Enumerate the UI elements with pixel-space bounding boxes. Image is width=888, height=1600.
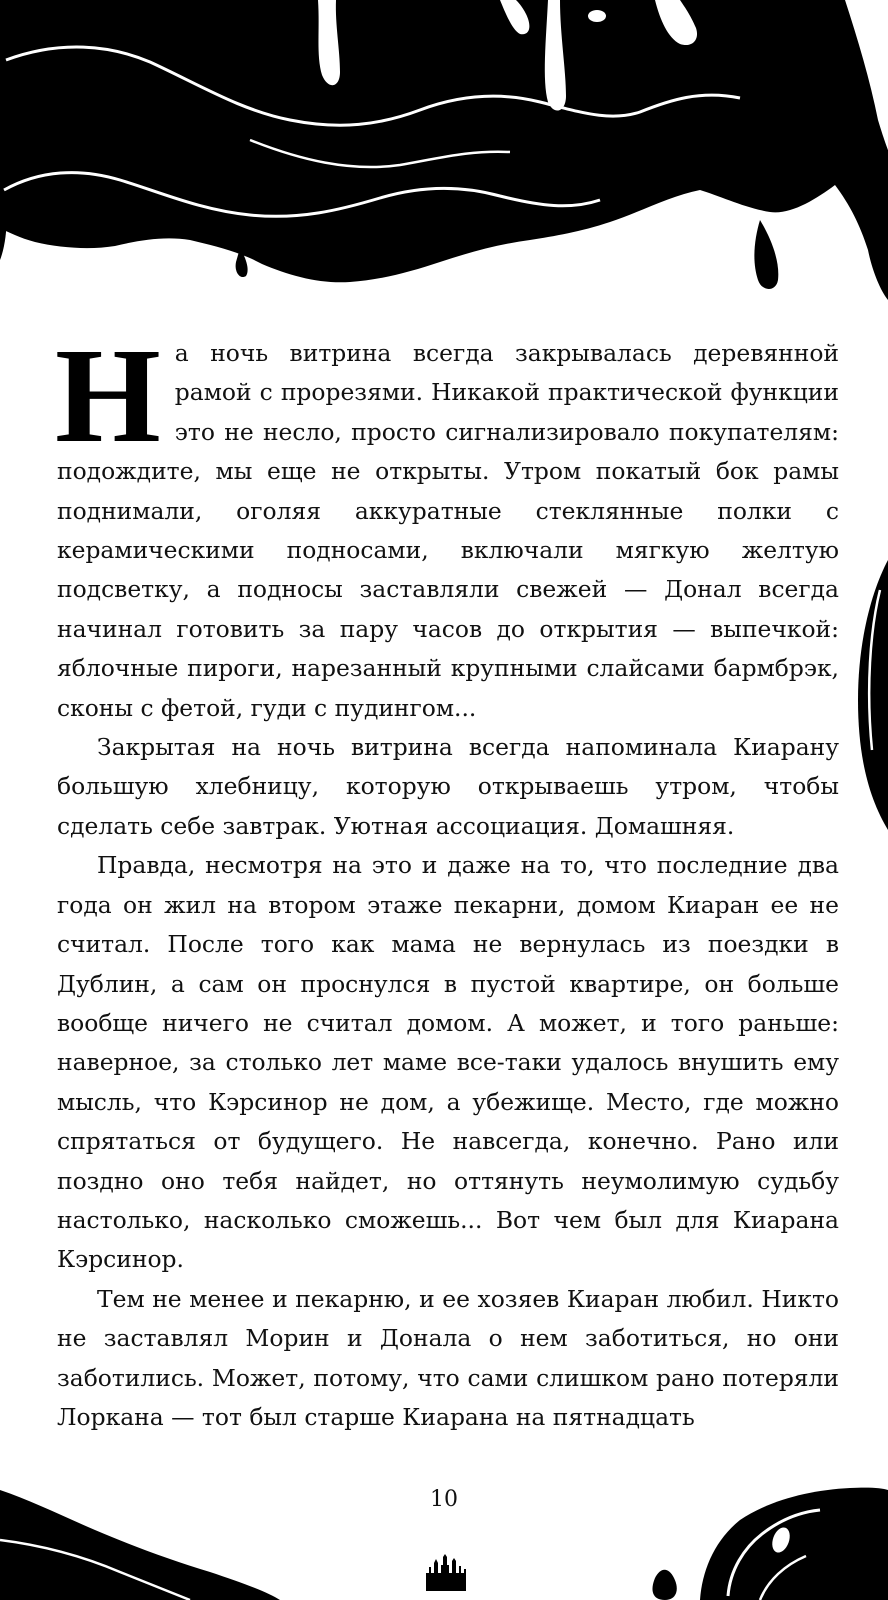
paragraph-4: Тем не менее и пекарню, и ее хозяев Киаран любил. Никто не заставлял Морин и Донала о нем заботиться, но они заботились. Может, потому, что сами слишком рано потеряли Лоркана — тот был старше Киарана на пятнадцать bbox=[57, 1284, 839, 1431]
header-ink-wave bbox=[0, 0, 888, 300]
body-text bbox=[55, 321, 839, 1437]
right-ink-drip bbox=[858, 560, 888, 830]
paragraph-2: Закрытая на ночь витрина всегда напоминала Киарану большую хлебницу, которую открываешь утром, чтобы сделать себе завтрак. Уютная ассоциация. Домашняя. bbox=[57, 733, 839, 840]
page-number: 10 bbox=[430, 1487, 458, 1512]
castle-silhouette-icon bbox=[424, 1551, 468, 1591]
paragraph-1-text: а ночь витрина всегда закрывалась деревянной рамой с прорезями. Никакой практической функции это не несло, просто сигнализировало покупателям: подождите, мы еще не открыты. Утром покатый бок рамы поднимали, оголяя аккуратные стеклянные полки с керамическими подносами, включали мягкую желтую подсветку, а подносы заставляли свежей — Донал всегда начинал готовить за пару часов до открытия — выпечкой: яблочные пироги, нарезанный крупными слайсами бармбрэк, сконы с фетой, гуди с пудингом... bbox=[57, 339, 839, 722]
paragraph-3: Правда, несмотря на это и даже на то, что последние два года он жил на втором этаже пекарни, домом Киаран ее не считал. После того как мама не вернулась из поездки в Дублин, а сам он проснулся в пустой квартире, он больше вообще ничего не считал домом. А может, и того раньше: наверное, за столько лет маме все-таки удалось внушить ему мысль, что Кэрсинор не дом, а убежище. Место, где можно спрятаться от будущего. Не навсегда, конечно. Рано или поздно оно тебя найдет, но оттянуть неумолимую судьбу настолько, насколько сможешь... Вот чем был для Киарана Кэрсинор. bbox=[57, 851, 839, 1274]
paragraph-1 bbox=[55, 321, 839, 728]
drop-cap: Н bbox=[55, 321, 161, 471]
